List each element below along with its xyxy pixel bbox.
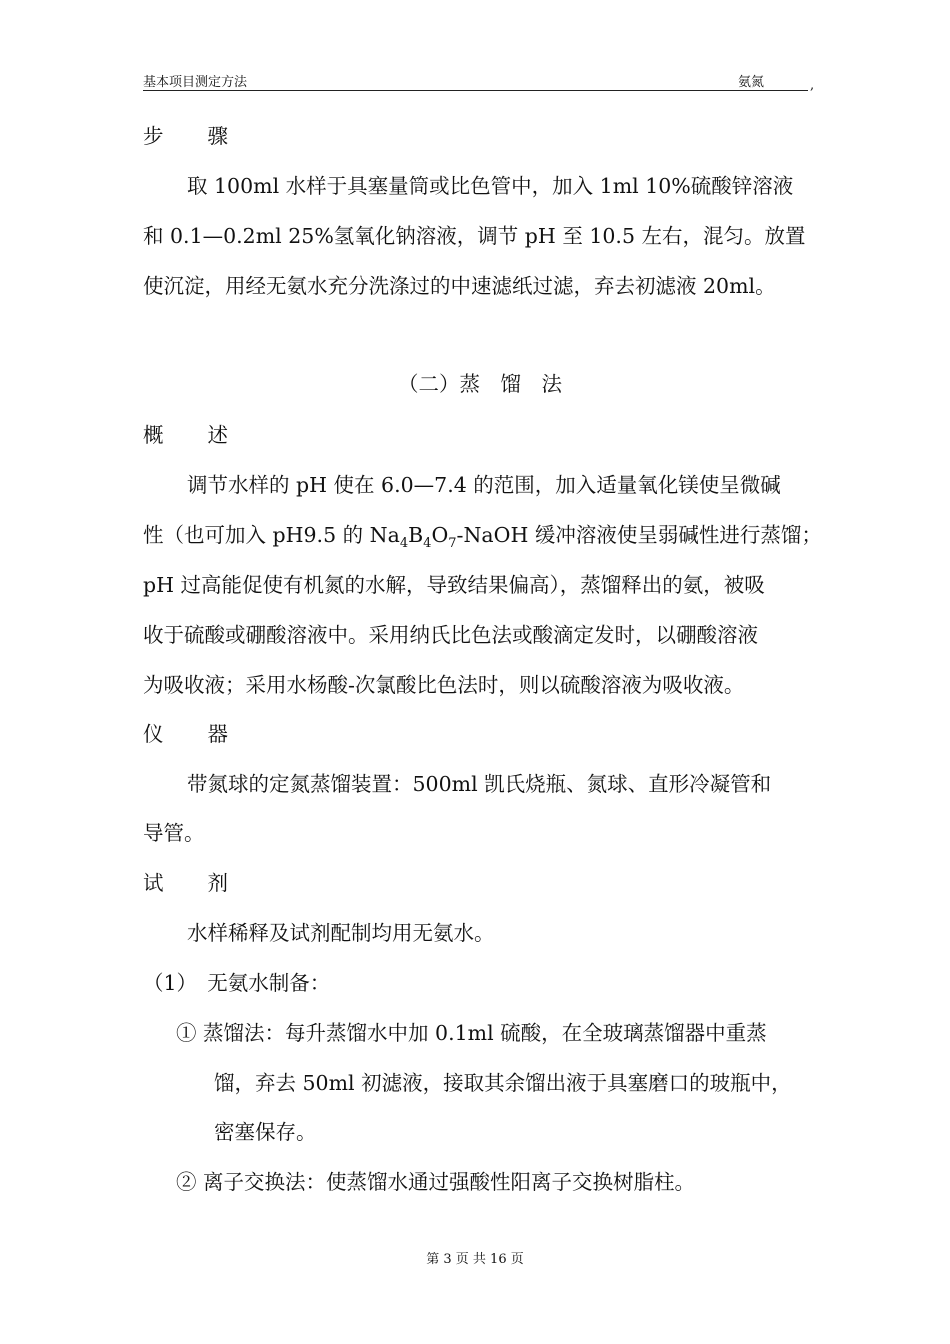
reagents-item-1: （1） 无氨水制备：: [143, 971, 331, 995]
reagents-heading: [143, 869, 228, 897]
steps-heading-a: 步: [143, 124, 164, 148]
header-mark: ,: [810, 78, 815, 93]
apparatus-line-2: 导管。: [143, 821, 205, 845]
overview-line-2-text-d: -NaOH 缓冲溶液使呈弱碱性进行蒸馏；: [456, 523, 822, 547]
overview-heading-b: 述: [207, 423, 228, 447]
method-title: （二）蒸 馏 法: [398, 372, 562, 396]
overview-line-2-text-b: B: [408, 523, 424, 547]
steps-heading-b: 骤: [207, 124, 228, 148]
reagents-intro: 水样稀释及试剂配制均用无氨水。: [187, 921, 495, 945]
reagents-subitem-1-line-3: 密塞保存。: [214, 1120, 317, 1144]
steps-paragraph-line-3: 使沉淀，用经无氨水充分洗涤过的中速滤纸过滤，弃去初滤液 20ml。: [143, 274, 776, 298]
subscript-3: 7: [448, 536, 457, 551]
steps-paragraph-line-2: 和 0.1—0.2ml 25%氢氧化钠溶液，调节 pH 至 10.5 左右，混匀。放置: [143, 224, 806, 248]
overview-heading-a: 概: [143, 423, 164, 447]
page-header: [143, 68, 815, 93]
reagents-heading-a: 试: [143, 871, 164, 895]
header-section-title: 基本项目测定方法: [143, 75, 248, 90]
overview-line-3: pH 过高能促使有机氮的水解，导致结果偏高），蒸馏释出的氨，被吸: [143, 573, 765, 597]
overview-line-2-text-c: O: [431, 523, 449, 547]
apparatus-line-1: 带氮球的定氮蒸馏装置：500ml 凯氏烧瓶、氮球、直形冷凝管和: [187, 772, 772, 796]
overview-line-5: 为吸收液；采用水杨酸-次氯酸比色法时，则以硫酸溶液为吸收液。: [143, 673, 745, 697]
steps-heading: [143, 122, 228, 150]
overview-line-2: [143, 521, 822, 549]
reagents-subitem-2-line-1: ② 离子交换法：使蒸馏水通过强酸性阳离子交换树脂柱。: [176, 1170, 696, 1194]
steps-paragraph-line-1: 取 100ml 水样于具塞量筒或比色管中，加入 1ml 10%硫酸锌溶液: [187, 174, 794, 198]
reagents-subitem-1-line-1: ① 蒸馏法：每升蒸馏水中加 0.1ml 硫酸，在全玻璃蒸馏器中重蒸: [176, 1021, 767, 1045]
page-footer: 第 3 页 共 16 页: [426, 1252, 524, 1267]
subscript-1: 4: [399, 536, 409, 551]
apparatus-heading-a: 仪: [143, 722, 164, 746]
apparatus-heading: [143, 720, 228, 748]
overview-heading: [143, 421, 228, 449]
subscript-2: 4: [423, 536, 432, 551]
apparatus-heading-b: 器: [207, 722, 228, 746]
overview-line-1: 调节水样的 pH 使在 6.0—7.4 的范围，加入适量氧化镁使呈微碱: [187, 473, 781, 497]
reagents-subitem-1-line-2: 馏，弃去 50ml 初滤液，接取其余馏出液于具塞磨口的玻瓶中，: [214, 1071, 792, 1095]
reagents-heading-b: 剂: [207, 871, 228, 895]
header-topic: 氨氮: [738, 75, 765, 90]
overview-line-4: 收于硫酸或硼酸溶液中。采用纳氏比色法或酸滴定发时，以硼酸溶液: [143, 623, 758, 647]
overview-line-2-text-a: 性（也可加入 pH9.5 的 Na: [143, 523, 400, 547]
